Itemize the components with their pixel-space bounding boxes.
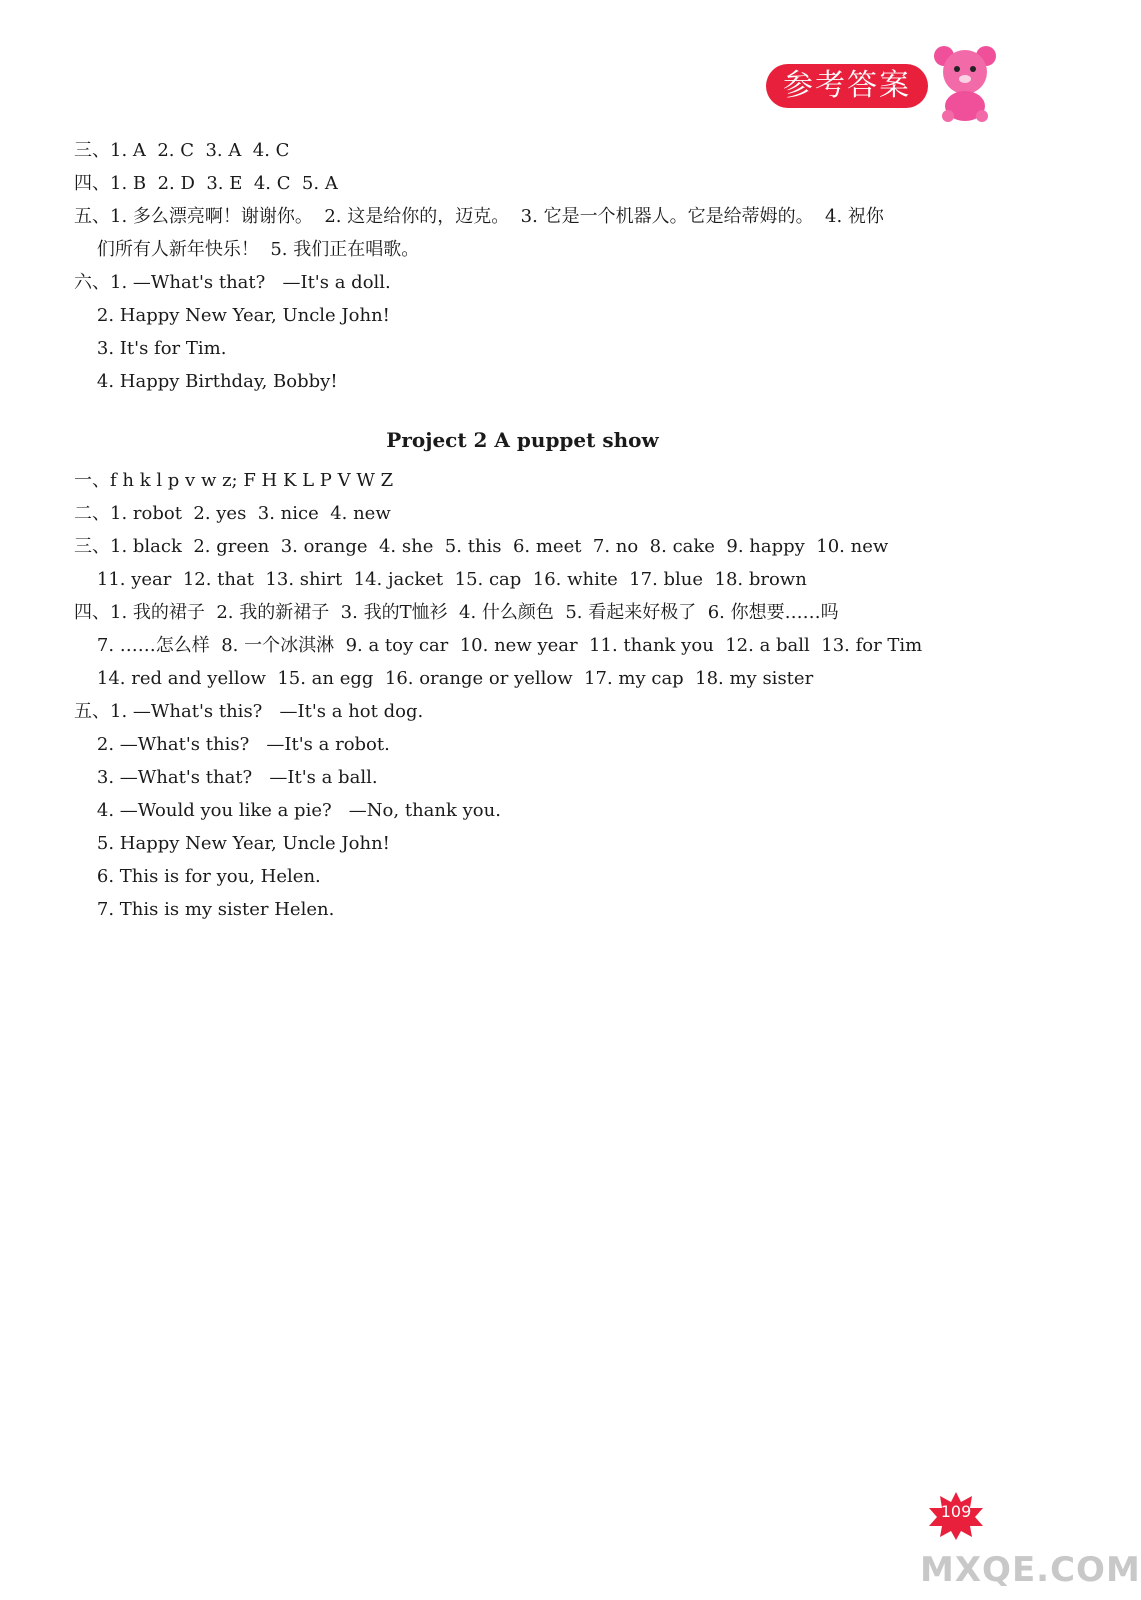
answer-line: 7. ……怎么样 8. 一个冰淇淋 9. a toy car 10. new year 11. thank you 12. a ball 13. for Tim xyxy=(74,635,923,656)
answer-line: 四、1. B 2. D 3. E 4. C 5. A xyxy=(74,173,338,194)
answer-line: 三、1. A 2. C 3. A 4. C xyxy=(74,140,290,161)
pink-bear-icon xyxy=(930,42,1000,122)
answer-line: 五、1. —What's this? —It's a hot dog. xyxy=(74,701,424,722)
answer-line: 4. Happy Birthday, Bobby! xyxy=(74,371,338,392)
answer-line: 三、1. black 2. green 3. orange 4. she 5. this 6. meet 7. no 8. cake 9. happy 10. new xyxy=(74,536,889,557)
answer-line: 六、1. —What's that? —It's a doll. xyxy=(74,272,391,293)
answer-line: 5. Happy New Year, Uncle John! xyxy=(74,833,390,854)
answer-line: 14. red and yellow 15. an egg 16. orange or yellow 17. my cap 18. my sister xyxy=(74,668,814,689)
answer-line: 们所有人新年快乐！ 5. 我们正在唱歌。 xyxy=(74,239,420,260)
answer-line: 11. year 12. that 13. shirt 14. jacket 15. cap 16. white 17. blue 18. brown xyxy=(74,569,807,590)
answer-line: 3. It's for Tim. xyxy=(74,338,227,359)
answer-key-badge: 参考答案 xyxy=(766,64,928,108)
answer-line: 2. —What's this? —It's a robot. xyxy=(74,734,390,755)
answer-line: 3. —What's that? —It's a ball. xyxy=(74,767,378,788)
answer-line: 五、1. 多么漂亮啊！谢谢你。 2. 这是给你的，迈克。 3. 它是一个机器人。它是给蒂姆的。 4. 祝你 xyxy=(74,206,884,227)
watermark: MXQE.COM xyxy=(920,1550,1141,1590)
answer-line: 6. This is for you, Helen. xyxy=(74,866,321,887)
answer-line: 7. This is my sister Helen. xyxy=(74,899,335,920)
answer-line: 二、1. robot 2. yes 3. nice 4. new xyxy=(74,503,391,524)
section-title: Project 2 A puppet show xyxy=(386,428,659,452)
answer-line: 四、1. 我的裙子 2. 我的新裙子 3. 我的T恤衫 4. 什么颜色 5. 看起来好极了 6. 你想要……吗 xyxy=(74,602,839,623)
answer-line: 2. Happy New Year, Uncle John! xyxy=(74,305,390,326)
page-number: 109 xyxy=(940,1502,972,1521)
answer-line: 4. —Would you like a pie? —No, thank you. xyxy=(74,800,501,821)
answer-line: 一、f h k l p v w z; F H K L P V W Z xyxy=(74,470,394,491)
